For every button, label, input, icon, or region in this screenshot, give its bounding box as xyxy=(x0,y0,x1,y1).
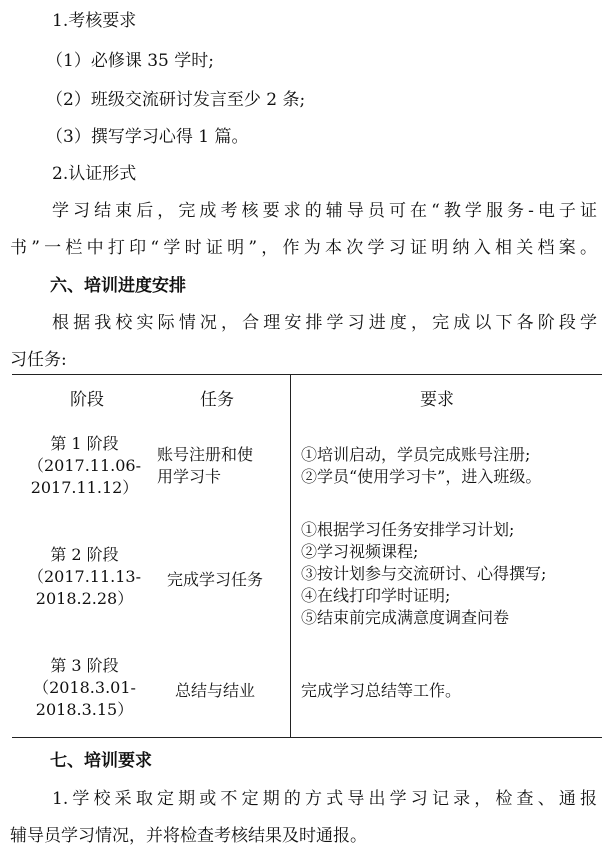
row-1-requirement-2: ②学员“使用学习卡”，进入班级。 xyxy=(301,467,542,486)
row-2-requirement-5: ⑤结束前完成满意度调查问卷 xyxy=(301,608,510,627)
assessment-item-2: （2）班级交流研讨发言至少 2 条; xyxy=(46,90,306,110)
table-header-stage: 阶段 xyxy=(70,390,104,410)
row-3-requirements xyxy=(301,680,461,702)
row-3-stage xyxy=(12,655,157,721)
row-2-task xyxy=(167,569,263,591)
row-2-stage-end: 2018.2.28） xyxy=(35,589,134,608)
row-3-requirement-1: 完成学习总结等工作。 xyxy=(301,681,462,700)
row-2-requirement-1: ①根据学习任务安排学习计划; xyxy=(301,520,515,539)
row-1-stage-name: 第 1 阶段 xyxy=(50,434,119,453)
certification-paragraph-line-2: 书”一栏中打印“学时证明”，作为本次学习证明纳入相关档案。 xyxy=(10,238,597,258)
certification-heading: 2.认证形式 xyxy=(52,164,137,184)
row-3-stage-start: （2018.3.01- xyxy=(33,678,136,697)
row-3-stage-name: 第 3 阶段 xyxy=(50,656,119,675)
assessment-item-3: （3）撰写学习心得 1 篇。 xyxy=(46,127,249,147)
section-7-title: 七、培训要求 xyxy=(50,751,152,771)
section-7-paragraph-line-2: 辅导员学习情况，并将检查考核结果及时通报。 xyxy=(10,826,367,846)
row-3-task-line-1: 总结与结业 xyxy=(175,681,256,700)
row-1-requirement-1: ①培训启动，学员完成账号注册; xyxy=(301,445,531,464)
schedule-table xyxy=(12,374,602,738)
row-1-task-line-1: 账号注册和使 xyxy=(157,445,254,464)
assessment-heading: 1.考核要求 xyxy=(52,11,137,31)
row-2-requirement-4: ④在线打印学时证明; xyxy=(301,586,451,605)
row-2-stage-name: 第 2 阶段 xyxy=(50,545,119,564)
row-2-requirement-2: ②学习视频课程; xyxy=(301,542,419,561)
row-2-stage xyxy=(12,544,157,610)
row-1-task xyxy=(157,444,253,488)
row-3-stage-end: 2018.3.15） xyxy=(35,700,134,719)
assessment-item-1: （1）必修课 35 学时; xyxy=(46,51,214,71)
section-6-title: 六、培训进度安排 xyxy=(50,276,186,296)
row-2-task-line-1: 完成学习任务 xyxy=(167,570,264,589)
row-1-requirements xyxy=(301,444,541,488)
row-3-task xyxy=(175,680,255,702)
row-1-stage-start: （2017.11.06- xyxy=(27,456,142,475)
table-header-task: 任务 xyxy=(200,390,234,410)
row-2-stage-start: （2017.11.13- xyxy=(27,567,142,586)
row-1-task-line-2: 用学习卡 xyxy=(157,467,222,486)
row-2-requirements xyxy=(301,519,546,629)
section-6-intro-line-1: 根据我校实际情况，合理安排学习进度，完成以下各阶段学 xyxy=(52,313,597,333)
certification-paragraph-line-1: 学习结束后，完成考核要求的辅导员可在“教学服务-电子证 xyxy=(52,201,597,221)
table-header-requirements: 要求 xyxy=(420,390,454,410)
table-column-divider xyxy=(290,375,291,737)
row-1-stage xyxy=(12,433,157,499)
row-2-requirement-3: ③按计划参与交流研讨、心得撰写; xyxy=(301,564,547,583)
section-7-paragraph-line-1: 1.学校采取定期或不定期的方式导出学习记录，检查、通报 xyxy=(52,789,597,809)
row-1-stage-end: 2017.11.12） xyxy=(30,478,139,497)
section-6-intro-line-2: 习任务: xyxy=(10,350,67,370)
